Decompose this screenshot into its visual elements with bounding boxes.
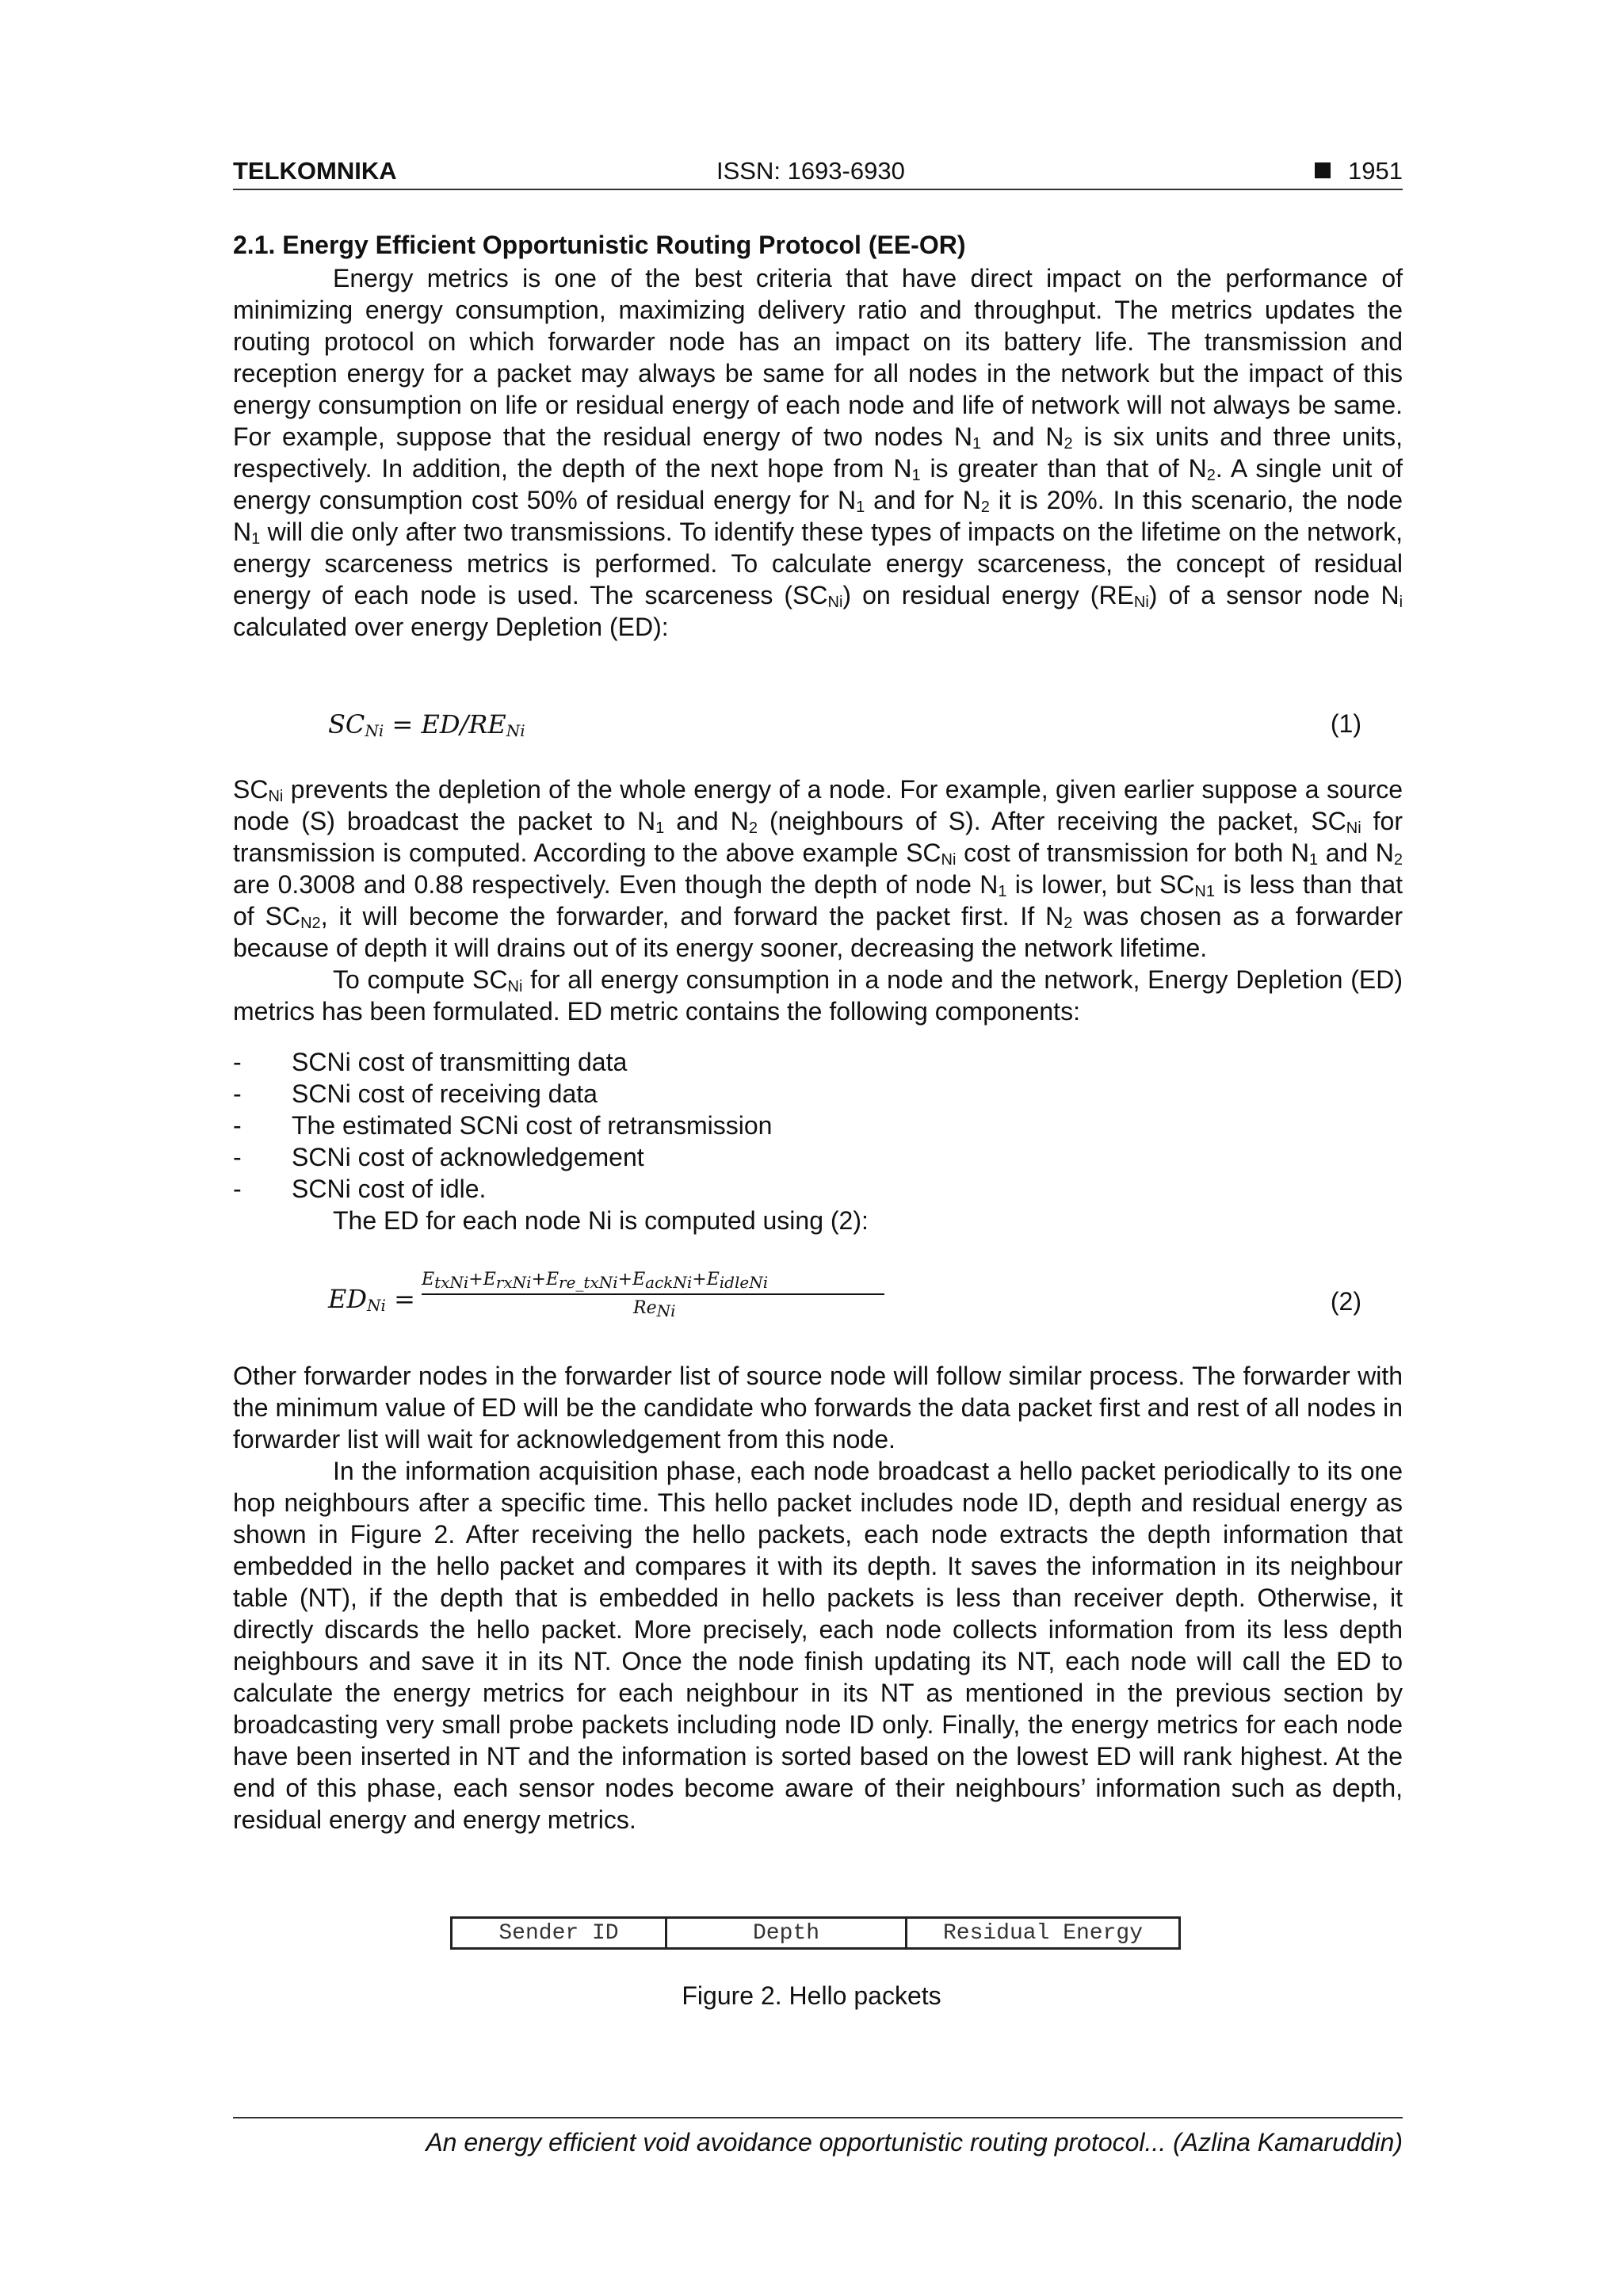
figure-caption: Figure 2. Hello packets	[682, 1981, 941, 2010]
journal-name: TELKOMNIKA	[233, 157, 397, 185]
equation-2-number: (2)	[1330, 1287, 1361, 1316]
list-item: - SCNi cost of receiving data	[233, 1079, 598, 1108]
ed-components-list	[233, 1046, 1403, 1205]
equation-1: $SC_{Ni} = ED/RE_{Ni}$	[328, 709, 525, 740]
equation-2: $ED_{Ni}$ = $E_{txNi}+E_{rxNi}+E_{re\_txNi}+E_{ackNi}+E_{idleNi}$ $Re_{Ni}$	[328, 1270, 899, 1333]
page-header	[233, 155, 1403, 190]
paragraph-energy-metrics: Energy metrics is one of the best criteria that have direct impact on the performance of minimizing energy consumption, maximizing delivery ratio and throughput. The metrics updates the routing protocol on which forwarder node has an impact on its battery life. The transmission and reception energy for a packet may always be same for all nodes in the network but the impact of this energy consumption on life or residual energy of each node and life of network will not always be same. For example, suppose that the residual energy of two nodes $N_1$ and $N_2$ is six units and three units, respectively. In addition, the depth of the next hope from $N_1$ is greater than that of $N_2$. A single unit of energy consumption cost 50% of residual energy for $N_1$ and for $N_2$ it is 20%. In this scenario, the node $N_1$ will die only after two transmissions. To identify these types of impacts on the lifetime on the network, energy scarceness metrics is performed. To calculate energy scarceness, the concept of residual energy of each node is used. The scarceness $(SC_{Ni})$ on residual energy $(RE_{Ni})$ of a sensor node $N_i$ calculated over energy Depletion (ED):	[233, 264, 1403, 641]
sender-id-cell: Sender ID	[452, 1918, 666, 1949]
page-footer: An energy efficient void avoidance opportunistic routing protocol... (Azlina Kamaruddin)	[233, 2117, 1403, 2157]
list-item: - SCNi cost of transmitting data	[233, 1048, 628, 1076]
list-item: - SCNi cost of acknowledgement	[233, 1143, 644, 1171]
list-item: - The estimated SCNi cost of retransmission	[233, 1111, 773, 1140]
ed-intro: The ED for each node Ni is computed using (2):	[333, 1206, 869, 1235]
list-item: - SCNi cost of idle.	[233, 1175, 487, 1203]
page-number-block	[1315, 157, 1403, 185]
depth-cell: Depth	[666, 1918, 907, 1949]
issn: ISSN: 1693-6930	[716, 157, 905, 185]
page-number: 1951	[1348, 157, 1403, 185]
section-title: 2.1. Energy Efficient Opportunistic Routing Protocol (EE-OR)	[233, 231, 966, 259]
paragraph-forwarders: Other forwarder nodes in the forwarder list of source node will follow similar process. The forwarder with the minimum value of ED will be the candidate who forwards the data packet first and rest of all nodes in forwarder list will wait for acknowledgement from this node. In the information acquisition phase, each node broadcast a hello packet periodically to its one hop neighbours after a specific time. This hello packet includes node ID, depth and residual energy as shown in Figure 2. After receiving the hello packets, each node extracts the depth information that embedded in the hello packet and compares it with its depth. It saves the information in its neighbour table (NT), if the depth that is embedded in hello packets is less than receiver depth. Otherwise, it directly discards the hello packet. More precisely, each node collects information from its less depth neighbours and save it in its NT. Once the node finish updating its NT, each node will call the ED to calculate the energy metrics for each neighbour in its NT as mentioned in the previous section by broadcasting very small probe packets including node ID only. Finally, the energy metrics for each node have been inserted in NT and the information is sorted based on the lowest ED will rank highest. At the end of this phase, each sensor nodes become aware of their neighbours’ information such as depth, residual energy and energy metrics.	[233, 1362, 1403, 1834]
square-bullet-icon	[1315, 162, 1331, 178]
hello-packet-figure	[450, 1916, 1181, 1950]
paragraph-scni: $SC_{Ni}$ prevents the depletion of the whole energy of a node. For example, given earlier suppose a source node (S) broadcast the packet to $N_1$ and $N_2$ (neighbours of S). After receiving the packet, $SC_{Ni}$ for transmission is computed. According to the above example $SC_{Ni}$ cost of transmission for both $N_1$ and $N_2$ are 0.3008 and 0.88 respectively. Even though the depth of node $N_1$ is lower, but $SC_{N1}$ is less than that of $SC_{N2}$, it will become the forwarder, and forward the packet first. If $N_2$ was chosen as a forwarder because of depth it will drains out of its energy sooner, decreasing the network lifetime. To compute $SC_{Ni}$ for all energy consumption in a node and the network, Energy Depletion (ED) metrics has been formulated. ED metric contains the following components:	[233, 775, 1403, 1026]
equation-1-number: (1)	[1330, 709, 1361, 738]
residual-energy-cell: Residual Energy	[907, 1918, 1180, 1949]
